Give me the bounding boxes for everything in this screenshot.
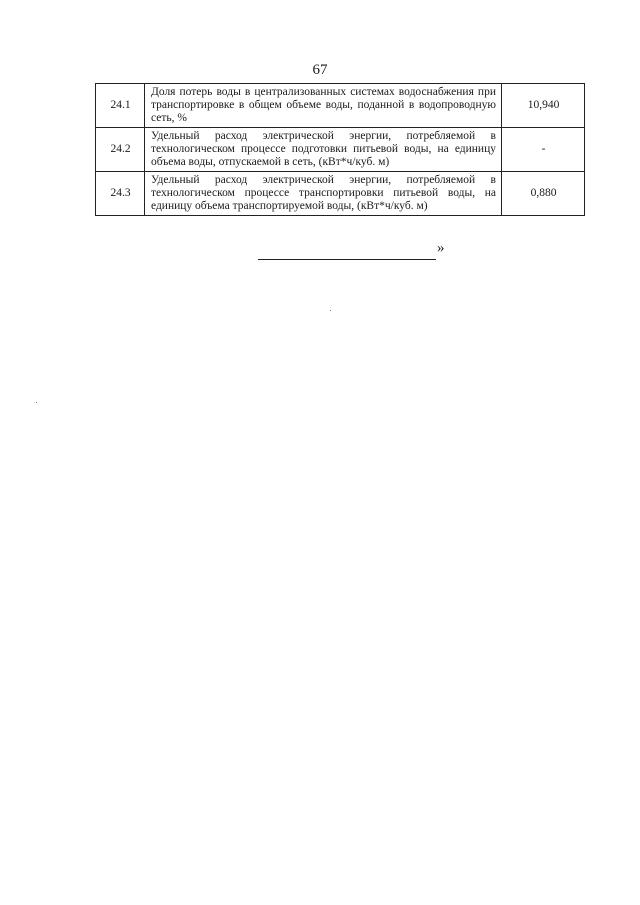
row-description: Удельный расход электрической энергии, потребляемой в технологическом процессе транспортировки питьевой воды, на единицу объема транспортируемой воды, (кВт*ч/куб. м) xyxy=(145,172,502,216)
scan-speck xyxy=(36,402,37,403)
page-number: 67 xyxy=(312,62,328,78)
signature-line xyxy=(258,259,436,260)
scan-speck xyxy=(330,310,331,311)
row-number: 24.3 xyxy=(96,172,145,216)
table-row xyxy=(96,84,585,128)
row-value: 10,940 xyxy=(502,84,585,128)
row-value: - xyxy=(502,128,585,172)
row-description: Удельный расход электрической энергии, потребляемой в технологическом процессе подготовки питьевой воды, на единицу объема воды, отпускаемой в сеть, (кВт*ч/куб. м) xyxy=(145,128,502,172)
row-number: 24.1 xyxy=(96,84,145,128)
row-value: 0,880 xyxy=(502,172,585,216)
table-row xyxy=(96,172,585,216)
row-number: 24.2 xyxy=(96,128,145,172)
row-description: Доля потерь воды в централизованных системах водоснабжения при транспортировке в общем объеме воды, поданной в водопроводную сеть, % xyxy=(145,84,502,128)
table-row xyxy=(96,128,585,172)
closing-quote: » xyxy=(437,240,445,256)
indicators-table xyxy=(95,83,585,216)
